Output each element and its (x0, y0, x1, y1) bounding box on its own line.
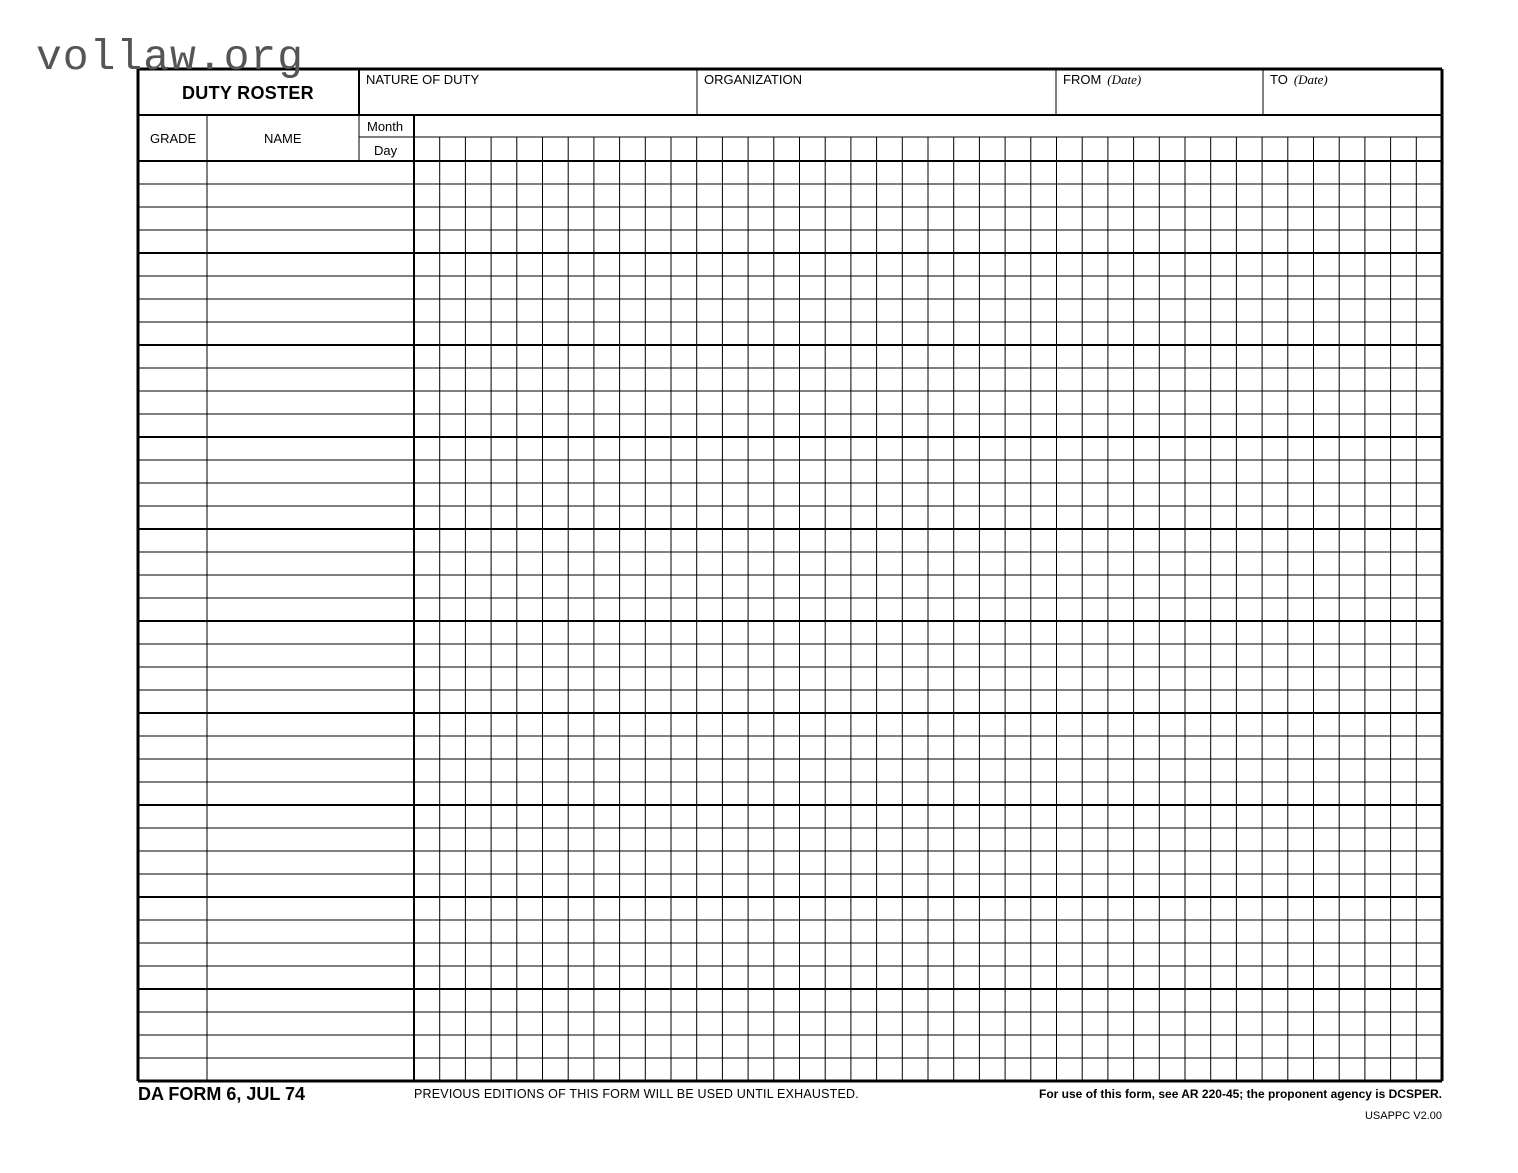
name-entry-cell[interactable] (208, 461, 412, 482)
to-date-field[interactable] (1264, 90, 1441, 114)
grade-entry-cell[interactable] (140, 346, 206, 367)
month-label: Month (367, 119, 404, 134)
name-entry-cell[interactable] (208, 599, 412, 620)
name-entry-cell[interactable] (208, 346, 412, 367)
form-identifier: DA FORM 6, JUL 74 (138, 1084, 306, 1104)
grade-entry-cell[interactable] (140, 208, 206, 229)
name-entry-cell[interactable] (208, 921, 412, 942)
day-label: Day (374, 143, 398, 158)
to-label: TO (1270, 72, 1288, 87)
from-date-field[interactable] (1057, 90, 1262, 114)
name-entry-cell[interactable] (208, 231, 412, 252)
grade-entry-cell[interactable] (140, 415, 206, 436)
to-date-label (1270, 73, 1328, 86)
grade-column-header: GRADE (150, 131, 197, 146)
grade-entry-cell[interactable] (140, 645, 206, 666)
grade-entry-cell[interactable] (140, 829, 206, 850)
grade-entry-cell[interactable] (140, 806, 206, 827)
name-entry-cell[interactable] (208, 737, 412, 758)
name-entry-cell[interactable] (208, 852, 412, 873)
grade-entry-cell[interactable] (140, 852, 206, 873)
grade-entry-cell[interactable] (140, 622, 206, 643)
name-entry-cell[interactable] (208, 622, 412, 643)
nature-of-duty-field[interactable] (360, 90, 696, 114)
grade-entry-cell[interactable] (140, 392, 206, 413)
name-entry-cell[interactable] (208, 967, 412, 988)
grade-entry-cell[interactable] (140, 944, 206, 965)
grade-entry-cell[interactable] (140, 668, 206, 689)
previous-editions-note: PREVIOUS EDITIONS OF THIS FORM WILL BE USED UNTIL EXHAUSTED. (414, 1087, 859, 1101)
grade-entry-cell[interactable] (140, 323, 206, 344)
grade-entry-cell[interactable] (140, 1036, 206, 1057)
grade-entry-cell[interactable] (140, 438, 206, 459)
grade-entry-cell[interactable] (140, 1059, 206, 1080)
grade-entry-cell[interactable] (140, 277, 206, 298)
name-entry-cell[interactable] (208, 714, 412, 735)
from-label: FROM (1063, 72, 1102, 87)
grade-entry-cell[interactable] (140, 484, 206, 505)
grade-entry-cell[interactable] (140, 990, 206, 1011)
name-entry-cell[interactable] (208, 1059, 412, 1080)
grade-entry-cell[interactable] (140, 461, 206, 482)
name-entry-cell[interactable] (208, 530, 412, 551)
nature-of-duty-label: NATURE OF DUTY (366, 72, 480, 87)
name-entry-cell[interactable] (208, 208, 412, 229)
name-entry-cell[interactable] (208, 898, 412, 919)
name-entry-cell[interactable] (208, 760, 412, 781)
grade-entry-cell[interactable] (140, 1013, 206, 1034)
name-entry-cell[interactable] (208, 944, 412, 965)
grade-entry-cell[interactable] (140, 553, 206, 574)
grade-entry-cell[interactable] (140, 576, 206, 597)
form-title: DUTY ROSTER (182, 83, 314, 103)
grade-entry-cell[interactable] (140, 599, 206, 620)
grade-entry-cell[interactable] (140, 254, 206, 275)
name-entry-cell[interactable] (208, 1013, 412, 1034)
grade-entry-cell[interactable] (140, 162, 206, 183)
name-entry-cell[interactable] (208, 484, 412, 505)
grade-entry-cell[interactable] (140, 231, 206, 252)
name-entry-cell[interactable] (208, 392, 412, 413)
name-entry-cell[interactable] (208, 254, 412, 275)
name-entry-cell[interactable] (208, 645, 412, 666)
name-entry-cell[interactable] (208, 691, 412, 712)
name-entry-cell[interactable] (208, 507, 412, 528)
name-column-header: NAME (264, 131, 302, 146)
organization-label: ORGANIZATION (704, 72, 802, 87)
version-label: USAPPC V2.00 (1364, 1110, 1442, 1122)
grade-entry-cell[interactable] (140, 967, 206, 988)
grade-entry-cell[interactable] (140, 714, 206, 735)
grade-entry-cell[interactable] (140, 691, 206, 712)
grade-entry-cell[interactable] (140, 507, 206, 528)
name-entry-cell[interactable] (208, 806, 412, 827)
grade-entry-cell[interactable] (140, 185, 206, 206)
grade-entry-cell[interactable] (140, 921, 206, 942)
name-entry-cell[interactable] (208, 783, 412, 804)
name-entry-cell[interactable] (208, 323, 412, 344)
from-date-hint: (Date) (1107, 72, 1142, 87)
watermark-text: vollaw.org (36, 33, 305, 82)
name-entry-cell[interactable] (208, 576, 412, 597)
grade-entry-cell[interactable] (140, 898, 206, 919)
name-entry-cell[interactable] (208, 162, 412, 183)
name-entry-cell[interactable] (208, 438, 412, 459)
name-entry-cell[interactable] (208, 369, 412, 390)
name-entry-cell[interactable] (208, 553, 412, 574)
name-entry-cell[interactable] (208, 668, 412, 689)
name-entry-cell[interactable] (208, 277, 412, 298)
grade-entry-cell[interactable] (140, 783, 206, 804)
name-entry-cell[interactable] (208, 829, 412, 850)
organization-field[interactable] (698, 90, 1054, 114)
name-entry-cell[interactable] (208, 1036, 412, 1057)
grade-entry-cell[interactable] (140, 760, 206, 781)
grade-entry-cell[interactable] (140, 530, 206, 551)
name-entry-cell[interactable] (208, 300, 412, 321)
proponent-note: For use of this form, see AR 220-45; the proponent agency is DCSPER. (1039, 1087, 1442, 1101)
grade-entry-cell[interactable] (140, 875, 206, 896)
grade-entry-cell[interactable] (140, 300, 206, 321)
name-entry-cell[interactable] (208, 875, 412, 896)
name-entry-cell[interactable] (208, 415, 412, 436)
from-date-label (1063, 73, 1141, 86)
grade-entry-cell[interactable] (140, 737, 206, 758)
name-entry-cell[interactable] (208, 185, 412, 206)
name-entry-cell[interactable] (208, 990, 412, 1011)
grade-entry-cell[interactable] (140, 369, 206, 390)
to-date-hint: (Date) (1293, 72, 1328, 87)
